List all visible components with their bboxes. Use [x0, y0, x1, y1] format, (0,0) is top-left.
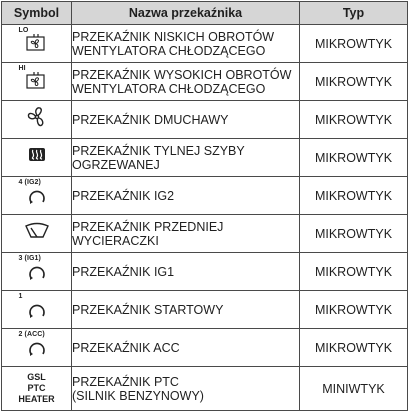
- table-row: [2, 139, 408, 177]
- table-row: [2, 63, 408, 101]
- header-symbol: Symbol: [2, 2, 72, 25]
- symbol-cell: [2, 367, 72, 411]
- symbol-cell: [2, 215, 72, 253]
- relay-name-cell: [72, 177, 300, 215]
- ignition-key-icon: [27, 302, 47, 322]
- relay-name-line-1: PRZEKAŹNIK ACC: [72, 340, 180, 355]
- relay-type-cell: MIKROWTYK: [300, 177, 408, 215]
- relay-name-line-2: WYCIERACZKI: [72, 233, 159, 248]
- symbol-cell: [2, 291, 72, 329]
- symbol-superscript: LO: [18, 27, 29, 34]
- relay-type-cell: MIKROWTYK: [300, 329, 408, 367]
- symbol-cell: [2, 63, 72, 101]
- symbol-superscript: 3 (IG1): [18, 255, 41, 262]
- ignition-key-icon: [27, 188, 47, 208]
- symbol-cell: [2, 253, 72, 291]
- relay-type-cell: MIKROWTYK: [300, 63, 408, 101]
- relay-name-cell: [72, 291, 300, 329]
- relay-name-line-1: PRZEKAŹNIK IG2: [72, 188, 175, 203]
- symbol-superscript: 1: [18, 293, 23, 300]
- relay-name-cell: [72, 215, 300, 253]
- header-name: Nazwa przekaźnika: [72, 2, 300, 25]
- symbol-cell: [2, 329, 72, 367]
- relay-type-cell: MIKROWTYK: [300, 215, 408, 253]
- relay-type-cell: MIKROWTYK: [300, 291, 408, 329]
- relay-name-cell: [72, 101, 300, 139]
- symbol-cell: [2, 25, 72, 63]
- relay-name-line-2: WENTYLATORA CHŁODZĄCEGO: [72, 43, 266, 58]
- relay-name-line-2: WENTYLATORA CHŁODZĄCEGO: [72, 81, 266, 96]
- relay-name-cell: [72, 367, 300, 411]
- relay-table: [1, 1, 408, 411]
- relay-name-line-1: PRZEKAŹNIK DMUCHAWY: [72, 112, 229, 127]
- relay-name-line-1: PRZEKAŹNIK STARTOWY: [72, 302, 224, 317]
- fan-relay-icon: [25, 72, 47, 90]
- table-row: [2, 367, 408, 411]
- symbol-text-ptc: PTC: [27, 383, 46, 393]
- relay-type-cell: MIKROWTYK: [300, 25, 408, 63]
- relay-name-line-1: PRZEKAŹNIK PTC: [72, 374, 179, 389]
- relay-name-line-2: OGRZEWANEJ: [72, 157, 160, 172]
- relay-name-line-1: PRZEKAŹNIK WYSOKICH OBROTÓW: [72, 67, 292, 82]
- relay-name-line-2: (SILNIK BENZYNOWY): [72, 388, 204, 403]
- relay-type-cell: MIKROWTYK: [300, 253, 408, 291]
- relay-name-line-1: PRZEKAŹNIK IG1: [72, 264, 175, 279]
- symbol-cell: [2, 139, 72, 177]
- table-row: [2, 101, 408, 139]
- symbol-superscript: 4 (IG2): [18, 179, 41, 186]
- rear-defroster-icon: [27, 146, 47, 169]
- table-row: [2, 25, 408, 63]
- relay-name-cell: [72, 253, 300, 291]
- relay-name-cell: [72, 25, 300, 63]
- relay-name-cell: [72, 63, 300, 101]
- symbol-cell: [2, 101, 72, 139]
- symbol-superscript: 2 (ACC): [18, 331, 45, 338]
- table-row: [2, 177, 408, 215]
- relay-name-cell: [72, 139, 300, 177]
- blower-fan-icon: [26, 106, 48, 133]
- ignition-key-icon: [27, 340, 47, 360]
- relay-name-line-1: PRZEKAŹNIK PRZEDNIEJ: [72, 219, 224, 234]
- symbol-cell: [2, 177, 72, 215]
- symbol-superscript: HI: [18, 65, 26, 72]
- windshield-wiper-icon: [24, 222, 50, 245]
- fan-relay-icon: [25, 34, 47, 52]
- relay-type-cell: MIKROWTYK: [300, 139, 408, 177]
- table-row: [2, 253, 408, 291]
- table-row: [2, 329, 408, 367]
- relay-name-line-1: PRZEKAŹNIK NISKICH OBROTÓW: [72, 29, 275, 44]
- symbol-text-gsl: GSL: [27, 372, 46, 382]
- table-header-row: [2, 2, 408, 25]
- table-row: [2, 291, 408, 329]
- symbol-text-heater: HEATER: [18, 394, 55, 404]
- relay-type-cell: MIKROWTYK: [300, 101, 408, 139]
- header-type: Typ: [300, 2, 408, 25]
- relay-name-line-1: PRZEKAŹNIK TYLNEJ SZYBY: [72, 143, 245, 158]
- relay-name-cell: [72, 329, 300, 367]
- ignition-key-icon: [27, 264, 47, 284]
- relay-type-cell: MINIWTYK: [300, 367, 408, 411]
- table-row: [2, 215, 408, 253]
